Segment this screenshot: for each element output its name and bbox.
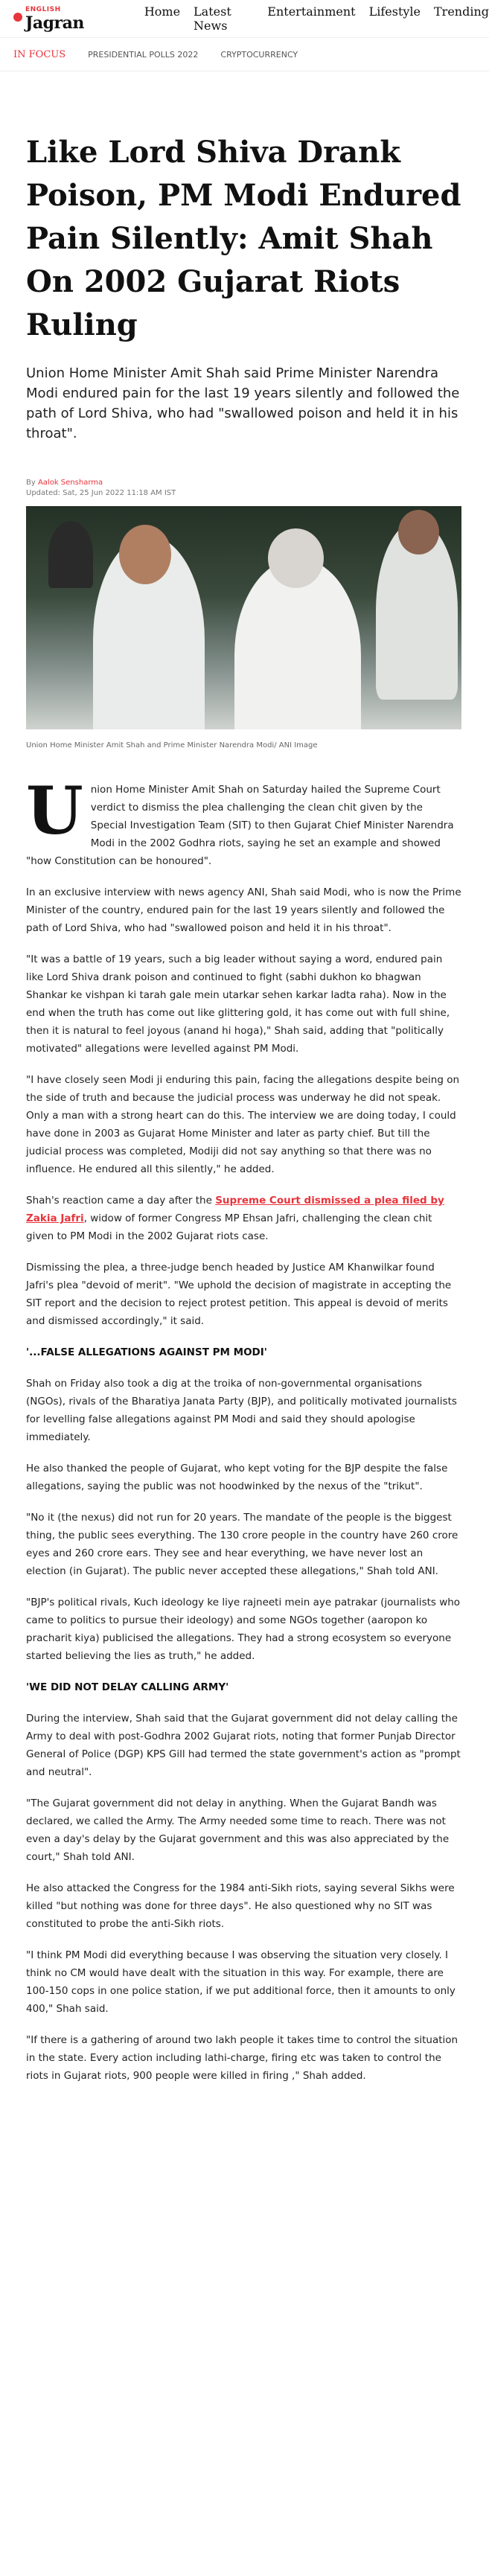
drop-cap: U [26,772,83,849]
author-link[interactable]: Aalok Sensharma [37,479,103,487]
site-header [0,0,489,38]
paragraph-9: "No it (the nexus) did not run for 20 years. The mandate of the people is the biggest thing, the public sees everything. The 130 crore people in the country have 260 crore eyes and 260 crore ears. They see and hear everything, we have never lost an election (in Gujarat). The public never accepted these allegations," Shah told ANI. [26,1512,458,1577]
main-nav [144,4,489,33]
article [0,131,489,2085]
paragraph-5-after: , widow of former Congress MP Ehsan Jafri, challenging the clean chit given to PM Modi in the 2002 Gujarat riots case. [26,1212,432,1242]
paragraph-5 [26,1192,461,1245]
paragraph-1 [26,772,461,870]
by-prefix: By [26,479,36,487]
article-headline: Like Lord Shiva Drank Poison, PM Modi Endured Pain Silently: Amit Shah On 2002 Gujarat Riots Ruling [26,135,461,342]
site-logo[interactable] [13,7,121,31]
hero-image [26,506,461,729]
subheading-false-allegations: '...FALSE ALLEGATIONS AGAINST PM MODI' [26,1346,267,1358]
paragraph-12: "The Gujarat government did not delay in anything. When the Gujarat Bandh was declared, we called the Army. The Army needed some time to reach. There was not even a day's delay by the Gujarat government and this was also appreciated by the court," Shah told ANI. [26,1797,450,1863]
nav-lifestyle[interactable]: Lifestyle [368,4,421,19]
paragraph-5-before: Shah's reaction came a day after the [26,1195,216,1206]
paragraph-2: In an exclusive interview with news agency ANI, Shah said Modi, who is now the Prime Minister of the country, endured pain for the last 19 years silently and followed the path of Lord Shiva, who had "swallowed poison and held it in his throat". [26,886,461,934]
in-focus-link-cryptocurrency[interactable]: CRYPTOCURRENCY [220,49,298,60]
hero-figure-right-head [398,510,439,554]
paragraph-15: "If there is a gathering of around two lakh people it takes time to control the situation in the state. Every action including lathi-charge, firing etc was taken to control the riots in Gujarat riots, 900 people were killed in firing ," Shah added. [26,2034,458,2082]
paragraph-13: He also attacked the Congress for the 1984 anti-Sikh riots, saying several Sikhs were killed "but nothing was done for three days". He also questioned why no SIT was constituted to probe the anti-Sikh riots. [26,1882,455,1930]
image-caption: Union Home Minister Amit Shah and Prime Minister Narendra Modi/ ANI Image [26,741,318,750]
nav-entertainment[interactable]: Entertainment [267,4,356,19]
logo-big-text: Jagran [25,13,84,33]
hero-figure-modi-head [268,528,324,588]
paragraph-6: Dismissing the plea, a three-judge bench headed by Justice AM Khanwilkar found Jafri's plea "devoid of merit". "We uphold the decision of magistrate in accepting the SIT report and the decision to reject protest petition. This appeal is devoid of merits and dismissed accordingly," it said. [26,1262,452,1327]
logo-text [25,7,84,31]
in-focus-label: IN FOCUS [13,48,66,60]
paragraph-14: "I think PM Modi did everything because I was observing the situation very closely. I think no CM would have dealt with the situation in this way. For example, there are 100-150 cops in one police station, if we put additional force, then it amounts to only 400," Shah said. [26,1949,456,2015]
article-body [26,772,461,2085]
hero-figure-left [48,521,93,588]
supreme-court-plea-link[interactable]: Supreme Court dismissed a plea filed by Zakia Jafri [26,1195,444,1224]
byline [26,478,461,499]
in-focus-bar [0,38,489,71]
nav-latest-news[interactable]: Latest News [194,4,231,33]
paragraph-7: Shah on Friday also took a dig at the troika of non-governmental organisations (NGOs), rivals of the Bharatiya Janata Party (BJP), and politically motivated journalists for levelling false allegations against PM Modi and said they should apologise immediately. [26,1378,457,1443]
paragraph-1-text: nion Home Minister Amit Shah on Saturday hailed the Supreme Court verdict to dismiss the plea challenging the clean chit given by the Special Investigation Team (SIT) to then Gujarat Chief Minister Narendra Modi in the 2002 Godhra riots, saying he set an example and showed "how Constitution can be honoured". [26,784,454,867]
article-summary: Union Home Minister Amit Shah said Prime Minister Narendra Modi endured pain for the last 19 years silently and followed the path of Lord Shiva, who had "swallowed poison and held it in his throat". [26,365,460,441]
paragraph-3: "It was a battle of 19 years, such a big leader without saying a word, endured pain like Lord Shiva drank poison and continued to fight (sabhi dukhon ko bhagwan Shankar ke vishpan ki tarah gale mein utarkar sehen karkar ladta raha). Now in the end when the truth has come out like glittering gold, it has come out with full shine, then it is natural to feel joyous (anand hi hoga)," Shah said, adding that "politically motivated" allegations were levelled against PM Modi. [26,953,450,1055]
nav-trending[interactable]: Trending [434,4,489,19]
paragraph-11: During the interview, Shah said that the Gujarat government did not delay calling the Army to deal with post-Godhra 2002 Gujarat riots, noting that former Punjab Director General of Police (DGP) KPS Gill had termed the state government's action as "prompt and neutral". [26,1713,461,1778]
in-focus-link-presidential-polls[interactable]: PRESIDENTIAL POLLS 2022 [88,49,199,60]
nav-home[interactable]: Home [144,4,181,19]
logo-mark-icon [13,13,22,22]
updated-timestamp: Updated: Sat, 25 Jun 2022 11:18 AM IST [26,489,176,497]
author-line [26,478,461,488]
paragraph-4: "I have closely seen Modi ji enduring this pain, facing the allegations despite being on the side of truth and because the judicial process was underway he did not speak. Only a man with a strong heart can do this. The interview we are doing today, I could have done in 2003 as Gujarat Home Minister and later as party chief. But till the judicial process was completed, Modiji did not say anything so that there was no influence. He endured all this silently," he added. [26,1074,460,1175]
logo-small-text: ENGLISH [25,5,61,13]
subheading-army: 'WE DID NOT DELAY CALLING ARMY' [26,1681,229,1693]
paragraph-10: "BJP's political rivals, Kuch ideology ke liye rajneeti mein aye patrakar (journalists who came to politics to pursue their ideology) and some NGOs together (aaropon ko pracharit kiya) publicised the allegations. They had a strong ecosystem so everyone started believing the lies as truth," he added. [26,1597,461,1662]
hero-figure-shah-head [119,525,171,584]
paragraph-8: He also thanked the people of Gujarat, who kept voting for the BJP despite the false allegations, saying the public was not hoodwinked by the nexus of the "trikut". [26,1463,448,1492]
